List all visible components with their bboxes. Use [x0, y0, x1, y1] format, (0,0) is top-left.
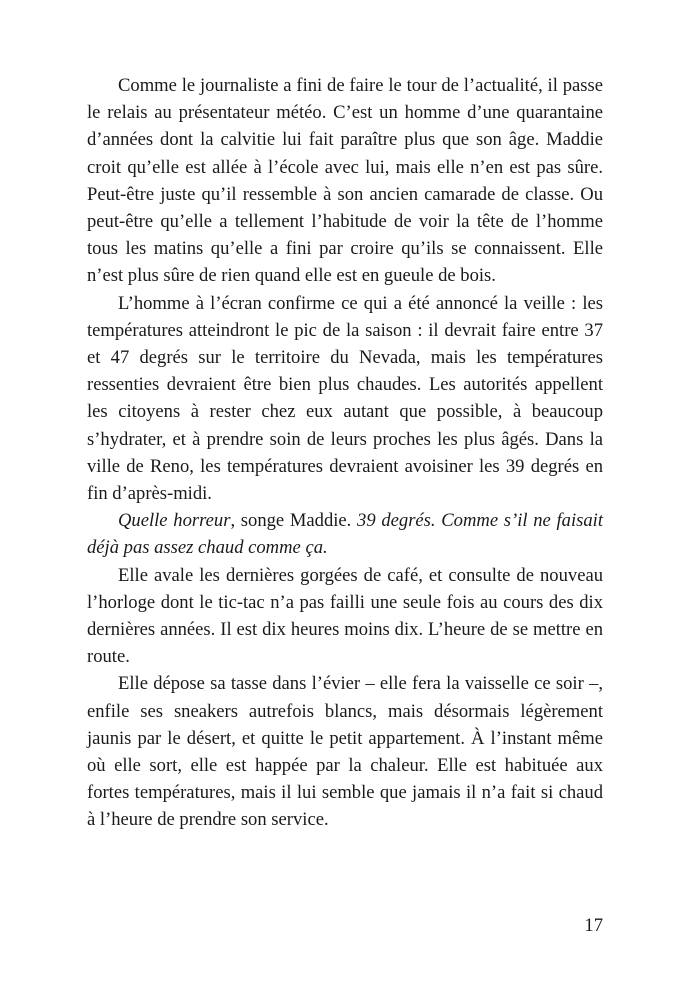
page-body: [87, 72, 603, 834]
paragraph-3: [87, 507, 603, 561]
italic-thought-2: 39 degrés. Comme s’il ne faisait déjà pas assez chaud comme ça.: [87, 510, 604, 559]
page-number: 17: [584, 915, 603, 936]
paragraph-4: Elle avale les dernières gorgées de café, et consulte de nouveau l’horloge dont le tic-tac n’a pas failli une seule fois au cours des dix dernières années. Il est dix heures moins dix. L’heure de se mettre en route.: [87, 564, 603, 668]
paragraph-2: L’homme à l’écran confirme ce qui a été annoncé la veille : les températures atteindront le pic de la saison : il devrait faire entre 37 et 47 degrés sur le territoire du Nevada, mais les températures ressenties devraient être bien plus chaudes. Les autorités appellent les citoyens à rester chez eux autant que possible, à beaucoup s’hydrater, et à prendre soin de leurs proches les plus âgés. Dans la ville de Reno, les températures devraient avoisiner les 39 degrés en fin d’après-midi.: [87, 292, 603, 505]
narration-text: , songe Maddie.: [230, 510, 358, 532]
paragraph-5: Elle dépose sa tasse dans l’évier – elle fera la vaisselle ce soir –, enfile ses sneakers autrefois blancs, mais désormais légèrement jaunis par le désert, et quitte le petit appartement. À l’instant même où elle sort, elle est happée par la chaleur. Elle est habituée aux fortes températures, mais il lui semble que jamais il n’a fait si chaud à l’heure de prendre son service.: [87, 673, 603, 831]
paragraph-1: Comme le journaliste a fini de faire le tour de l’actualité, il passe le relais au présentateur météo. C’est un homme d’une quarantaine d’années dont la calvitie lui fait paraître plus que son âge. Maddie croit qu’elle est allée à l’école avec lui, mais elle n’en est pas sûre. Peut-être juste qu’il ressemble à son ancien camarade de classe. Ou peut-être qu’elle a tellement l’habitude de voir la tête de l’homme tous les matins qu’elle a fini par croire qu’ils se connaissent. Elle n’est plus sûre de rien quand elle est en gueule de bois.: [87, 75, 603, 287]
italic-thought-1: Quelle horreur: [118, 510, 231, 532]
